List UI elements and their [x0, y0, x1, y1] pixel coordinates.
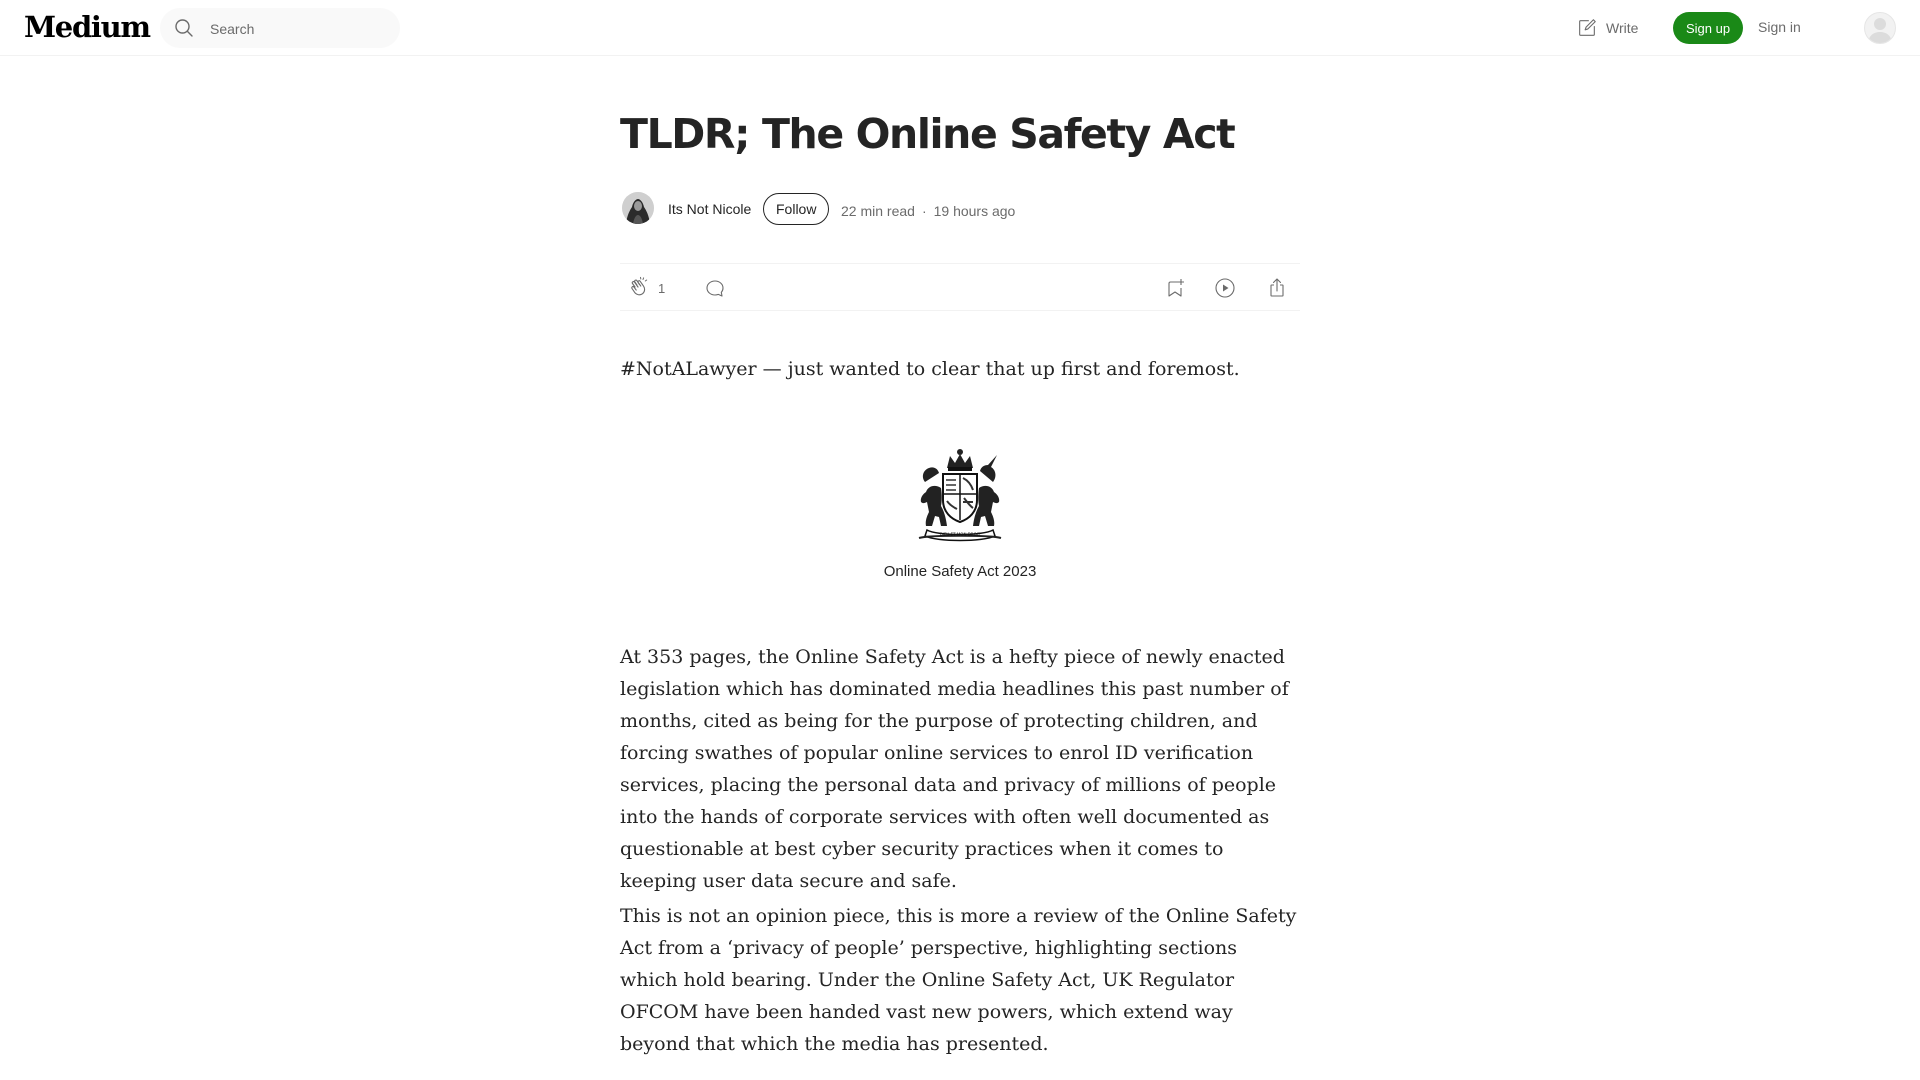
- write-button[interactable]: [1576, 16, 1638, 40]
- comment-icon: [703, 276, 727, 300]
- medium-logo[interactable]: Medium: [24, 10, 150, 44]
- author-row: [620, 192, 1300, 228]
- meta-separator: ·: [921, 203, 927, 219]
- article-title: TLDR; The Online Safety Act: [620, 110, 1235, 158]
- top-navigation-bar: [0, 0, 1920, 56]
- read-time: 22 min read: [841, 203, 915, 219]
- intro-paragraph: #NotALawyer — just wanted to clear that up first and foremost.: [620, 358, 1240, 380]
- play-icon: [1213, 276, 1237, 300]
- clap-icon: [628, 276, 652, 300]
- published-time: 19 hours ago: [933, 203, 1016, 219]
- search-input[interactable]: [208, 8, 392, 50]
- bookmark-icon: [1163, 276, 1187, 300]
- svg-text:DIEU ET MON DROIT: DIEU ET MON DROIT: [939, 532, 981, 537]
- paragraph-2: This is not an opinion piece, this is more a review of the Online Safety Act from a ‘privacy of people’ perspective, highlighting sections which hold bearing. Under the Online Safety Act, UK Regulator OFCOM have been handed vast new powers, which extend way beyond that which the media has presented.: [620, 905, 1297, 1055]
- bookmark-button[interactable]: [1163, 276, 1187, 300]
- clap-count: 1: [658, 280, 666, 296]
- avatar-icon: [1865, 13, 1895, 43]
- share-icon: [1265, 276, 1289, 300]
- royal-coat-of-arms: [905, 446, 1015, 542]
- comment-button[interactable]: [703, 276, 727, 300]
- article-meta: [841, 203, 1015, 219]
- search-icon: [174, 18, 194, 38]
- paragraph-1: At 353 pages, the Online Safety Act is a hefty piece of newly enacted legislation which has dominated media headlines this past number of months, cited as being for the purpose of protecting children, and forcing swathes of popular online services to enrol ID verification services, placing the personal data and privacy of millions of people into the hands of corporate services with often well documented as questionable at best cyber security practices when it comes to keeping user data secure and safe.: [620, 646, 1289, 892]
- author-avatar[interactable]: [622, 192, 654, 224]
- author-name[interactable]: Its Not Nicole: [668, 201, 752, 217]
- follow-button[interactable]: Follow: [763, 193, 829, 225]
- share-button[interactable]: [1265, 276, 1289, 300]
- sign-up-button[interactable]: Sign up: [1673, 12, 1743, 44]
- write-label: Write: [1606, 20, 1639, 36]
- clap-button[interactable]: [628, 276, 665, 300]
- listen-button[interactable]: [1213, 276, 1237, 300]
- sign-in-link[interactable]: Sign in: [1758, 19, 1801, 35]
- article-figure: [620, 446, 1300, 580]
- search-box[interactable]: [160, 8, 400, 48]
- write-icon: [1576, 17, 1598, 39]
- user-avatar[interactable]: [1864, 12, 1896, 44]
- article-action-bar: [620, 263, 1300, 311]
- author-photo-icon: [622, 192, 654, 224]
- figure-caption: Online Safety Act 2023: [883, 563, 1037, 580]
